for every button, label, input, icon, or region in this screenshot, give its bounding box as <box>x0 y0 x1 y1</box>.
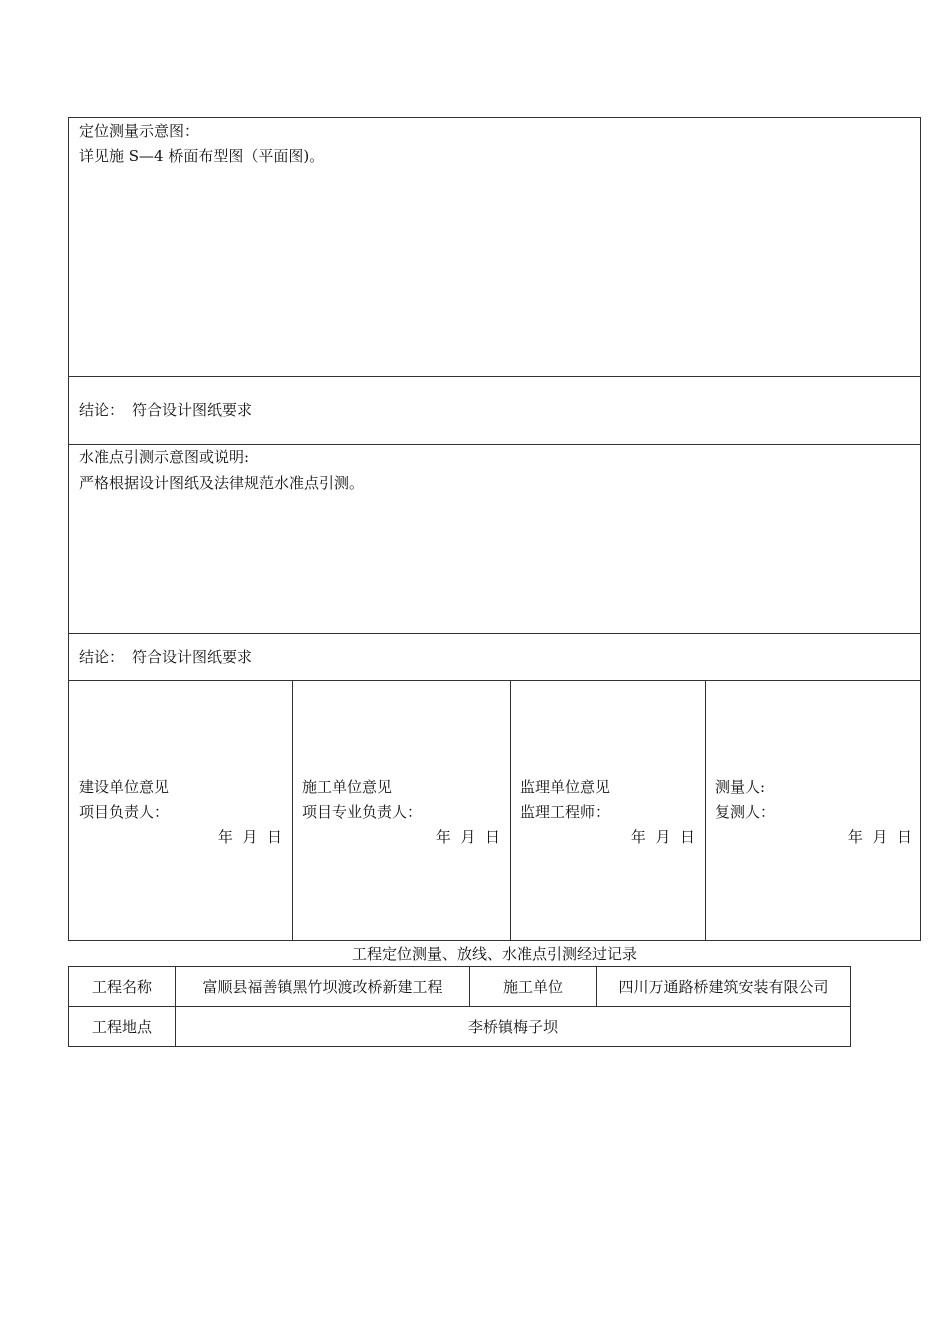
signature-person: 项目负责人： <box>79 803 170 821</box>
signature-cell-contractor <box>293 681 510 940</box>
signature-person: 项目专业负责人： <box>302 803 423 821</box>
signature-person: 复测人： <box>715 803 776 821</box>
record-info-table <box>68 966 851 1047</box>
signature-date: 年 月 日 <box>847 828 912 846</box>
positioning-heading: 定位测量示意图： <box>79 122 200 140</box>
signature-title: 监理单位意见 <box>520 778 611 796</box>
signature-date: 年 月 日 <box>217 828 282 846</box>
benchmark-conclusion-section <box>68 633 921 681</box>
table-row <box>69 967 851 1007</box>
location-value: 李桥镇梅子坝 <box>176 1007 851 1047</box>
table-row <box>69 1007 851 1047</box>
contractor-label: 施工单位 <box>470 967 597 1007</box>
contractor-value: 四川万通路桥建筑安装有限公司 <box>597 967 851 1007</box>
signature-section <box>68 680 921 941</box>
project-name-label: 工程名称 <box>69 967 176 1007</box>
signature-title: 测量人: <box>715 778 766 796</box>
project-name-value: 富顺县福善镇黑竹坝渡改桥新建工程 <box>176 967 470 1007</box>
positioning-detail: 详见施 S—4 桥面布型图（平面图)。 <box>79 147 325 165</box>
positioning-sketch-section <box>68 117 921 377</box>
signature-title: 施工单位意见 <box>302 778 393 796</box>
signature-cell-supervisor <box>511 681 705 940</box>
benchmark-sketch-section <box>68 444 921 634</box>
conclusion-value: 符合设计图纸要求 <box>132 648 253 666</box>
signature-date: 年 月 日 <box>435 828 500 846</box>
signature-cell-owner <box>69 681 292 940</box>
signature-person: 监理工程师： <box>520 803 611 821</box>
benchmark-heading: 水准点引测示意图或说明: <box>79 448 250 466</box>
conclusion-value: 符合设计图纸要求 <box>132 401 253 419</box>
conclusion-label: 结论： <box>79 401 125 419</box>
record-title: 工程定位测量、放线、水准点引测经过记录 <box>351 945 637 963</box>
benchmark-detail: 严格根据设计图纸及法律规范水准点引测。 <box>79 474 365 492</box>
positioning-conclusion-section <box>68 376 921 445</box>
conclusion-label: 结论： <box>79 648 125 666</box>
location-label: 工程地点 <box>69 1007 176 1047</box>
signature-date: 年 月 日 <box>630 828 695 846</box>
signature-title: 建设单位意见 <box>79 778 170 796</box>
signature-cell-surveyor <box>706 681 920 940</box>
